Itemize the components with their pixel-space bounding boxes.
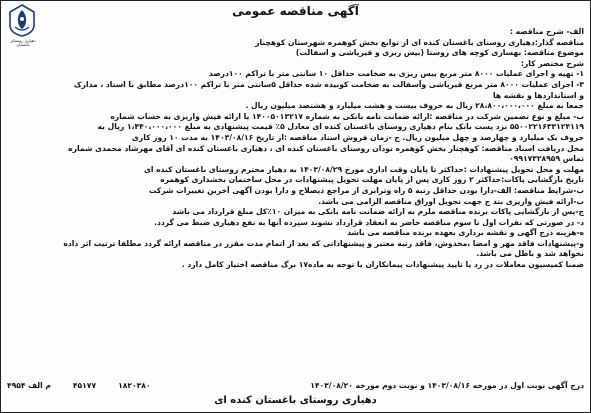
document-sale-period: حروف یک میلیارد و چهارصد و چهل میلیون ریال. ج -زمان فروش اسناد مناقصه :از تاریخ ۱۴۰۳/۰۸/۱۶ به مدت ۱۰ روز کاری [131, 132, 584, 142]
condition-c: ج-پس از بازگشایی پاکات برنده مناقصه ملزم به ارائه ضمانت نامه بانکی به میزان ۱۰٪کل مبلغ قرارداد می باشد [172, 207, 584, 217]
work-item-base: ۱- تهیه و اجرای عملیات ۸۰۰۰ متر مربع بیس ریزی به ضخامت حداقل ۱۰ سانتی متر با تراکم ۱۰۰درصد [208, 69, 584, 79]
condition-e: ه-هزینه درج آگهی و نقشه برداری بعهده برنده مناقصه می باشد [347, 228, 584, 238]
condition-f: و-پیشنهادات فاقد مهر و امضا ،مخدوش، فاقد رتبه معتبر و پیشنهاداتی که بعد از اتمام مدت مقرر در مناقصه ارائه گردد مطلقا ترتیب اثر داده [63, 238, 584, 248]
guarantee-text: ب- مبلغ و نوع تضمین شرکت در مناقصه :ارائه ضمانت نامه بانکی به شماره ۱۴۰۰۵۰۱۳۲۱۷ یا ارائه فیش واریزی به حساب شماره [110, 111, 584, 121]
document-location: محل دریافت اسناد مناقصه: کوهچنار بخش کوهمره نودان روستای باغستان کنده ای ، دهیاری باغستان کنده ای آقای مهرشاد محمدی شماره [68, 143, 584, 153]
condition-d: د- در صورتی که نفرات اول تا سوم مناقصه حاضر به انعقاد قرارداد نشوند سپرده آنها به نفع دهیاری ضبط می گردد. [154, 217, 584, 227]
work-summary-heading: شرح مختصر کار: [520, 58, 584, 68]
condition-a: ب-شرایط مناقصه: الف-دارا بودن حداقل رتبه ۵ راه وترابری از مراجع ذیصلاح و دارا بودن آگهی آخرین تغییرات شرکت [148, 185, 584, 195]
tender-organizer: مناقصه گذار:دهیاری روستای باغستان کنده ای از توابع بخش کوهمره شهرستان کوهچنار [255, 37, 584, 47]
work-item-standards: و استانداردها و نقشه ها [492, 90, 584, 100]
submission-deadline: مهلت و محل تحویل پیشنهادات :حداکثر تا پایان وقت اداری مورخ ۱۴۰۳/۰۸/۲۹ به دهیار محترم روستای باغستان کنده ای [143, 164, 584, 174]
work-item-asphalt: ۳- اجرای عملیات ۸۰۰۰ متر مربع قیرپاشی وآسفالت به ضخامت کوبیده شده حداقل ۵سانتی متر با تراکم ۱۰۰درصد مطابق با اسناد ، مدارک [73, 79, 584, 89]
logo-caption: دهیاری روستای باغستان [10, 38, 36, 47]
code-1: ۱۸۲۰۳۸۰ [118, 381, 151, 390]
notice-title: آگهی مناقصه عمومی [232, 4, 359, 18]
commission-note: ضمنا کمیسیون معاملات در رد یا تایید پیشنهادات پیمانکاران با توجه به ماده۱۷ برگ مناقصه اختیار کامل دارد . [181, 260, 584, 270]
signature: دهیاری روستای باغستان کنده ای [214, 395, 377, 406]
guarantee-account: ۵۵۰۰۲۲۱۶۳۳۱۲۴۱۱۹ نزد پست بانک بنام دهیاری روستای باغستان کنده ای معادل ۵٪ قیمت پیشنهادی به مبلغ ۱،۴۴۰،۰۰۰،۰۰۰ ریال به [97, 122, 584, 132]
publication-dates: درج آگهی نوبت اول در مورخه ۱۴۰۳/۰۸/۱۶ و نوبت دوم مورخه ۱۴۰۳/۰۸/۲۰ [310, 381, 584, 390]
municipality-emblem-icon [7, 3, 37, 37]
notice-body [1, 27, 590, 271]
publication-row [7, 381, 584, 390]
opening-date: تاریخ بازگشایی پاکات:حداکثر ۲ روز کاری پس از پایان مهلت تحویل پیشنهادات در محل ساختمان بخشداری کوهمره [160, 175, 584, 185]
code-2: ۴۵۱۷۷ [72, 381, 97, 390]
condition-b: ب-ارائه فیش واریزی بند ج جهت تحویل اوراق مناقصه الزامی می باشد. [318, 196, 584, 206]
contact-phone: تماس ۰۹۹۱۷۳۲۸۹۵۹ [509, 154, 584, 164]
condition-f-cont: نخواهد شد و باطل می باشد. [476, 249, 584, 259]
section-heading: الف- شرح مناقصه : [510, 27, 584, 36]
ad-codes [7, 381, 151, 390]
tender-subject: موضوع مناقصه: بهسازی کوچه های روستا (بیس ریزی و قیرپاشی و اسفالت) [295, 48, 584, 58]
total-amount: جمعا به مبلغ ۲۸،۸۰۰،۰۰۰،۰۰۰ ریال به حروف بیست و هشت میلیارد و هشتصد میلیون ریال . [245, 101, 584, 111]
ad-number: ۴۹۵۴ م الف [7, 381, 51, 390]
